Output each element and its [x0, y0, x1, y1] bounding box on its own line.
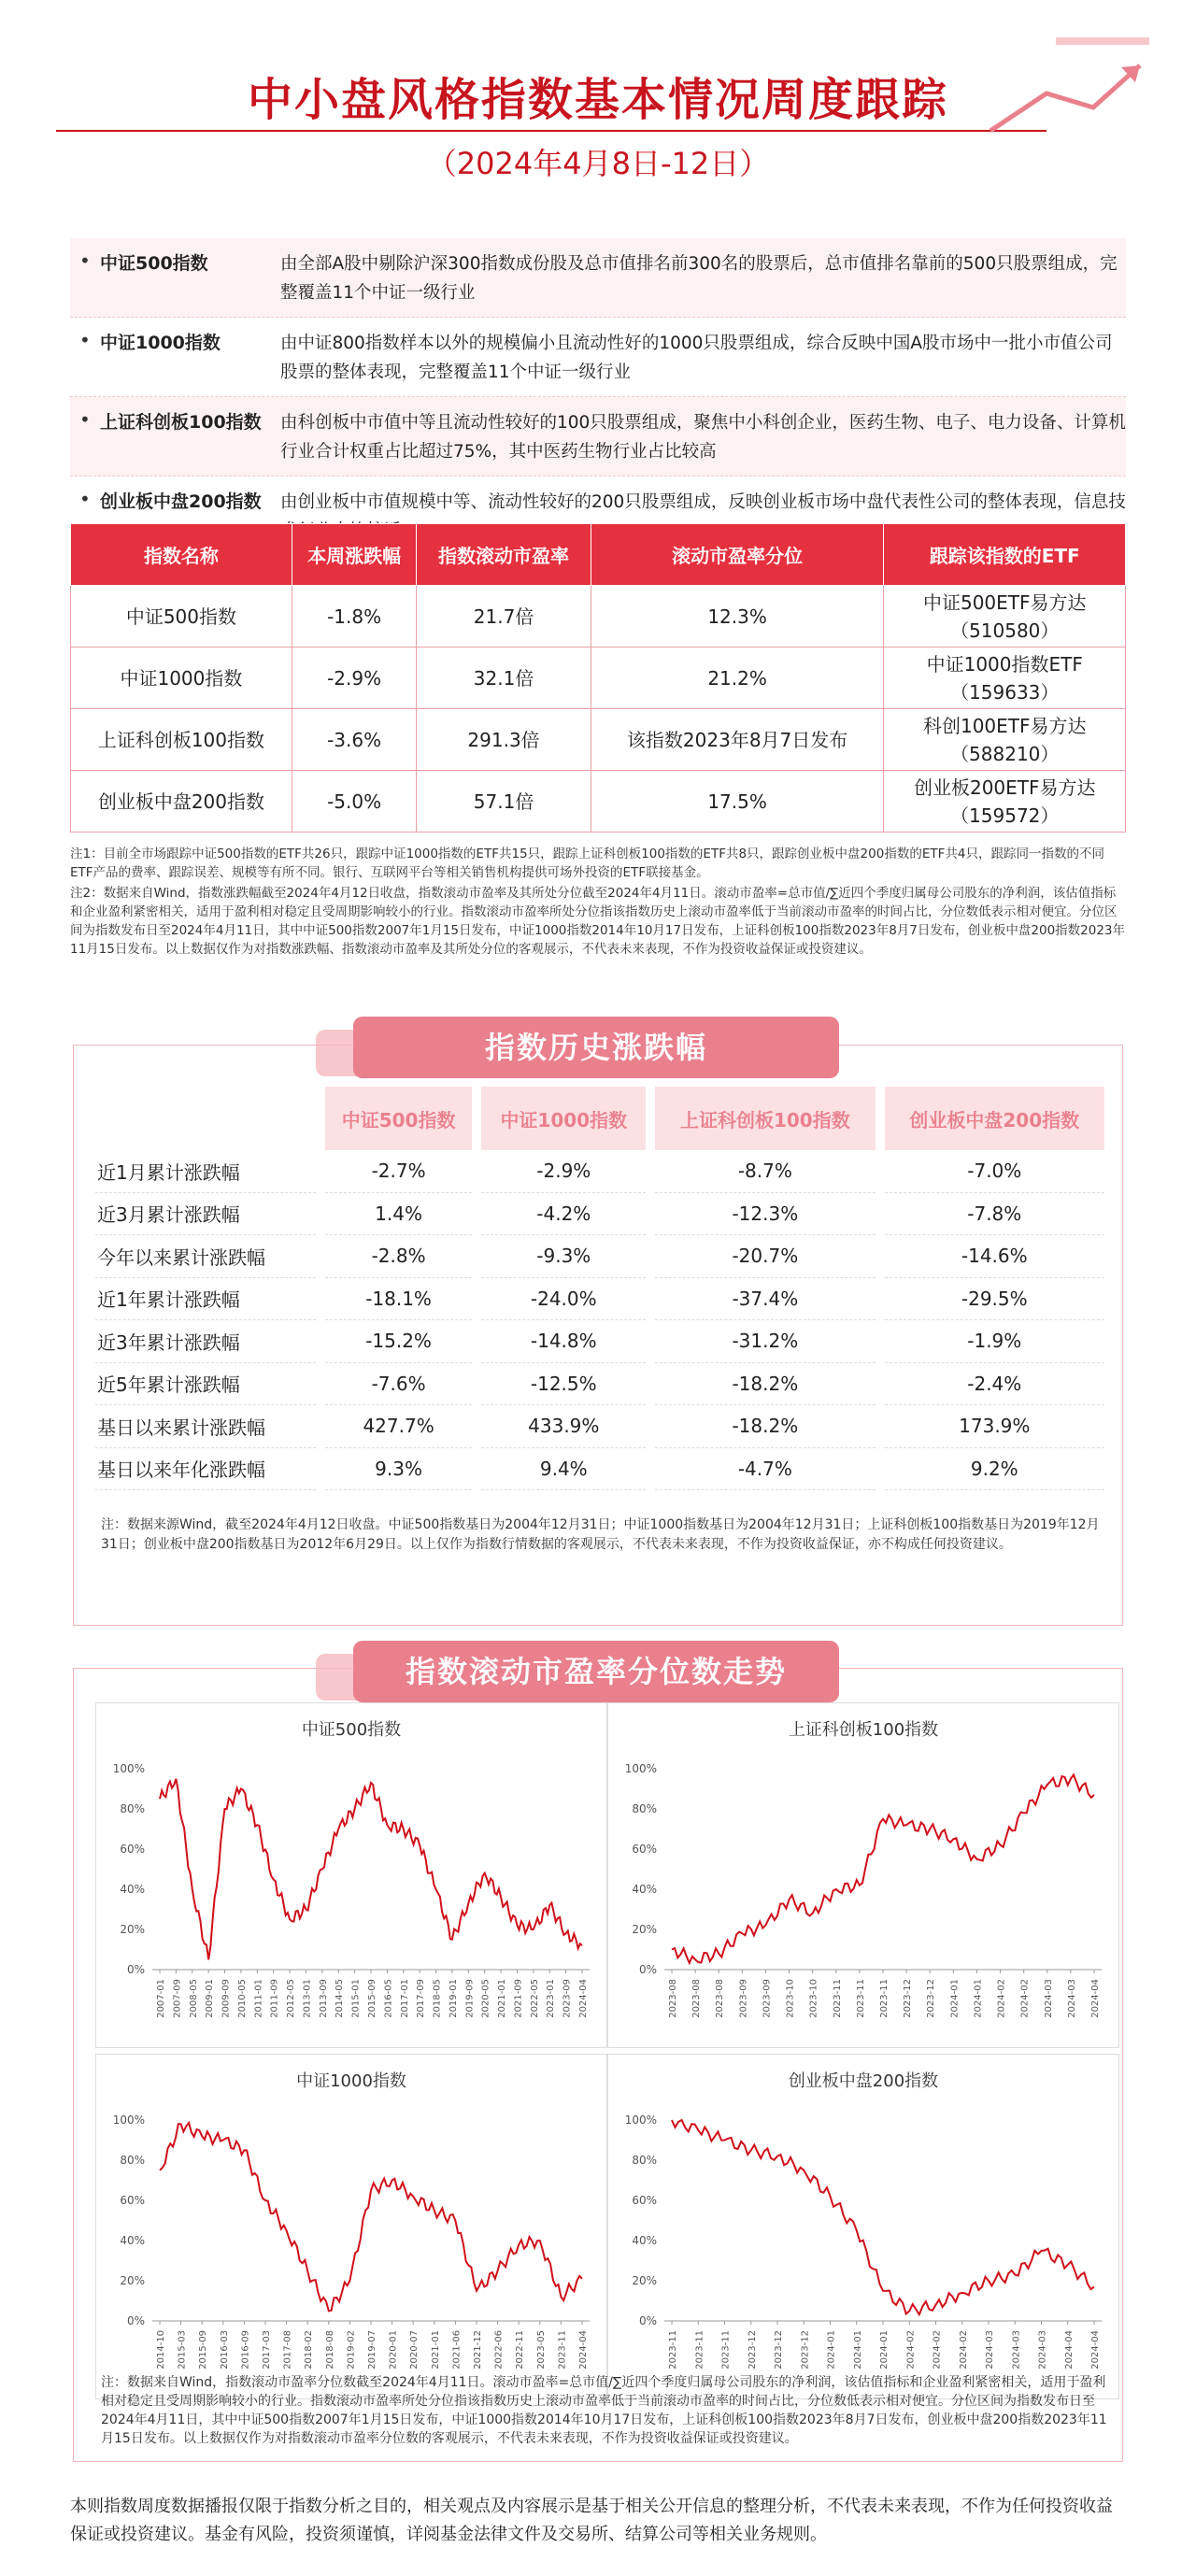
etf-fund-name: 中证1000指数ETF — [926, 652, 1083, 676]
bullet-icon: • — [79, 329, 91, 351]
chart-title: 创业板中盘200指数 — [788, 2071, 939, 2091]
x-tick-label: 2024-01 — [826, 2330, 837, 2370]
index-intro-list — [70, 238, 1126, 556]
history-cell: -18.2% — [655, 1405, 875, 1448]
intro-index-desc: 由中证800指数样本以外的规模偏小且流动性好的1000只股票组成，综合反映中国A股市场中一批小市值公司股票的整体表现，完整覆盖11个中证一级行业 — [280, 334, 1113, 382]
etf-table — [70, 523, 1126, 833]
x-tick-label: 2024-02 — [1019, 1979, 1031, 2018]
x-tick-label: 2023-11 — [832, 1979, 843, 2018]
y-tick-label: 80% — [632, 2154, 657, 2167]
y-tick-label: 20% — [120, 2274, 145, 2287]
intro-index-desc: 由科创板中市值中等且流动性较好的100只股票组成，聚焦中小科创企业，医药生物、电子、电力设备、计算机行业合计权重占比超过75%，其中医药生物行业占比较高 — [280, 413, 1126, 462]
history-cell: -4.2% — [481, 1193, 646, 1236]
history-cell: -4.7% — [655, 1448, 875, 1491]
history-cell: -31.2% — [655, 1320, 875, 1363]
pe-chart-svg — [608, 1703, 1118, 2047]
x-tick-label: 2024-01 — [879, 2330, 890, 2370]
pe-chart-panel — [95, 2054, 607, 2399]
x-tick-label: 2023-01 — [546, 1979, 557, 2018]
x-tick-label: 2014-10 — [156, 2330, 166, 2370]
history-header: 创业板中盘200指数 — [885, 1087, 1104, 1150]
x-tick-label: 2012-05 — [286, 1979, 297, 2018]
x-tick-label: 2016-03 — [219, 2330, 230, 2370]
etf-fund-code: （588210） — [950, 742, 1060, 765]
x-tick-label: 2023-11 — [855, 1979, 866, 2018]
x-tick-label: 2023-08 — [691, 1979, 703, 2018]
history-cell: -7.6% — [325, 1363, 473, 1406]
table-row — [95, 1320, 1104, 1363]
history-cell: -1.9% — [885, 1320, 1104, 1363]
table-row — [71, 771, 1126, 833]
x-tick-label: 2009-09 — [221, 1979, 232, 2018]
pe-percentile-line — [672, 2120, 1094, 2314]
intro-index-desc: 由全部A股中剔除沪深300指数成份股及总市值排名前300名的股票后，总市值排名靠前的500只股票组成，完整覆盖11个中证一级行业 — [280, 254, 1118, 303]
etf-cell-pe: 57.1倍 — [417, 771, 591, 833]
x-tick-label: 2023-12 — [774, 2330, 784, 2370]
bullet-icon: • — [79, 408, 91, 431]
x-tick-label: 2013-01 — [302, 1979, 313, 2018]
pe-chart-panel — [607, 2054, 1119, 2399]
x-tick-label: 2017-01 — [399, 1979, 410, 2018]
note-1: 注1：目前全市场跟踪中证500指数的ETF共26只，跟踪中证1000指数的ETF共15只，跟踪上证科创板100指数的ETF共8只，跟踪创业板中盘200指数的ETF共4只，跟踪同一指数的不同ETF产品的费率、跟踪误差、规模等有所不同。银行、互联网平台等相关销售机构提供可场外投资的ETF联接基金。 — [70, 847, 1104, 880]
x-tick-label: 2023-11 — [879, 1979, 890, 2018]
x-tick-label: 2024-03 — [1037, 2330, 1048, 2370]
intro-index-name: 创业板中盘200指数 — [100, 491, 262, 512]
x-tick-label: 2024-02 — [958, 2330, 969, 2370]
etf-cell-name: 中证500指数 — [71, 586, 292, 648]
table-row — [95, 1405, 1104, 1448]
y-tick-label: 0% — [126, 2314, 145, 2327]
y-tick-label: 100% — [112, 1762, 145, 1775]
table-row — [95, 1150, 1104, 1193]
history-banner: 指数历史涨跌幅 — [353, 1017, 839, 1078]
history-note: 注：数据来源Wind，截至2024年4月12日收盘。中证500指数基日为2004年12月31日；中证1000指数基日为2004年12月31日；上证科创板100指数基日为2019年12月31日；创业板中盘200指数基日为2012年6月29日。以上仅作为指数行情数据的客观展示，不代表未来表现，不作为投资收益保证，亦不构成任何投资建议。 — [101, 1517, 1100, 1552]
y-tick-label: 0% — [638, 1963, 657, 1976]
history-row-label: 近1月累计涨跌幅 — [95, 1150, 316, 1193]
x-tick-label: 2007-09 — [172, 1979, 183, 2018]
x-tick-label: 2024-02 — [905, 2330, 917, 2370]
y-tick-label: 80% — [120, 1802, 145, 1815]
x-tick-label: 2016-05 — [383, 1979, 394, 2018]
history-table — [86, 1087, 1114, 1490]
etf-table-header: 指数名称 — [71, 524, 292, 586]
x-tick-label: 2023-10 — [785, 1979, 796, 2018]
x-tick-label: 2024-04 — [578, 1979, 589, 2018]
history-cell: -29.5% — [885, 1278, 1104, 1321]
x-tick-label: 2017-09 — [416, 1979, 427, 2018]
x-tick-label: 2013-09 — [318, 1979, 329, 2018]
pe-chart-svg — [96, 1703, 606, 2047]
etf-cell-pe: 291.3倍 — [417, 709, 591, 771]
x-tick-label: 2020-01 — [388, 2330, 399, 2370]
y-tick-label: 60% — [632, 1843, 657, 1856]
history-cell: -2.7% — [325, 1150, 473, 1193]
etf-table-header: 本周涨跌幅 — [292, 524, 417, 586]
x-tick-label: 2024-04 — [578, 2330, 589, 2370]
x-tick-label: 2007-01 — [156, 1979, 166, 2018]
etf-cell-chg: -2.9% — [292, 648, 417, 709]
y-tick-label: 60% — [120, 1843, 145, 1856]
pe-chart-svg — [608, 2055, 1118, 2398]
x-tick-label: 2023-05 — [535, 2330, 547, 2370]
bullet-icon: • — [79, 249, 91, 272]
history-cell: 173.9% — [885, 1405, 1104, 1448]
chart-title: 上证科创板100指数 — [788, 1720, 939, 1740]
etf-cell-pe: 21.7倍 — [417, 586, 591, 648]
x-tick-label: 2010-05 — [236, 1979, 248, 2018]
x-tick-label: 2021-12 — [473, 2330, 483, 2370]
etf-fund-code: （159633） — [950, 680, 1060, 704]
etf-fund-name: 创业板200ETF易方达 — [913, 776, 1096, 799]
x-tick-label: 2023-12 — [747, 2330, 758, 2370]
y-tick-label: 100% — [624, 1762, 657, 1775]
x-tick-label: 2024-04 — [1063, 2330, 1075, 2370]
etf-cell-fund — [884, 648, 1126, 709]
pe-chart-svg — [96, 2055, 606, 2398]
table-row — [71, 648, 1126, 709]
x-tick-label: 2024-03 — [1066, 1979, 1077, 2018]
history-cell: -9.3% — [481, 1235, 646, 1278]
etf-cell-fund — [884, 709, 1126, 771]
x-tick-label: 2023-11 — [668, 2330, 678, 2370]
history-cell: -2.8% — [325, 1235, 473, 1278]
y-tick-label: 20% — [120, 1923, 145, 1936]
x-tick-label: 2015-03 — [177, 2330, 188, 2370]
pe-banner: 指数滚动市盈率分位数走势 — [353, 1641, 839, 1702]
etf-cell-fund — [884, 586, 1126, 648]
etf-cell-fund — [884, 771, 1126, 833]
x-tick-label: 2008-05 — [188, 1979, 199, 2018]
x-tick-label: 2022-05 — [529, 1979, 540, 2018]
x-tick-label: 2021-09 — [513, 1979, 524, 2018]
x-tick-label: 2023-11 — [720, 2330, 732, 2370]
x-tick-label: 2023-09 — [738, 1979, 749, 2018]
x-tick-label: 2024-03 — [985, 2330, 995, 2370]
intro-item — [70, 397, 1126, 477]
y-tick-label: 40% — [632, 2234, 657, 2247]
x-tick-label: 2021-01 — [430, 2330, 441, 2370]
x-tick-label: 2015-01 — [350, 1979, 362, 2018]
etf-cell-pct: 该指数2023年8月7日发布 — [591, 709, 884, 771]
history-cell: -24.0% — [481, 1278, 646, 1321]
intro-item — [70, 318, 1126, 397]
y-tick-label: 60% — [120, 2194, 145, 2207]
etf-fund-code: （159572） — [950, 804, 1060, 827]
etf-cell-chg: -1.8% — [292, 586, 417, 648]
x-tick-label: 2024-01 — [949, 1979, 961, 2018]
etf-table-header: 滚动市盈率分位 — [591, 524, 884, 586]
etf-fund-name: 科创100ETF易方达 — [922, 714, 1087, 737]
x-tick-label: 2023-12 — [903, 1979, 914, 2018]
header — [0, 0, 1196, 215]
history-cell: -2.4% — [885, 1363, 1104, 1406]
pe-chart-panel — [95, 1702, 607, 2048]
history-cell: -20.7% — [655, 1235, 875, 1278]
history-header: 上证科创板100指数 — [655, 1087, 875, 1150]
x-tick-label: 2011-01 — [253, 1979, 264, 2018]
y-tick-label: 80% — [120, 2154, 145, 2167]
etf-table-header: 指数滚动市盈率 — [417, 524, 591, 586]
history-cell: -14.8% — [481, 1320, 646, 1363]
etf-table-header: 跟踪该指数的ETF — [884, 524, 1126, 586]
history-row-label: 基日以来年化涨跌幅 — [95, 1448, 316, 1491]
page-title: 中小盘风格指数基本情况周度跟踪 — [247, 74, 948, 126]
x-tick-label: 2024-03 — [1011, 2330, 1022, 2370]
x-tick-label: 2018-05 — [432, 1979, 443, 2018]
x-tick-label: 2024-02 — [996, 1979, 1007, 2018]
intro-index-desc: 由创业板中市值规模中等、流动性较好的200只股票组成，反映创业板市场中盘代表性公司的整体表现，信息技 — [280, 492, 1126, 512]
table-row — [95, 1193, 1104, 1236]
table-row — [95, 1278, 1104, 1321]
x-tick-label: 2024-02 — [932, 2330, 943, 2370]
x-tick-label: 2018-02 — [304, 2330, 315, 2370]
x-tick-label: 2024-04 — [1090, 2330, 1101, 2370]
history-cell: 427.7% — [325, 1405, 473, 1448]
x-tick-label: 2023-11 — [557, 2330, 568, 2370]
etf-cell-pe: 32.1倍 — [417, 648, 591, 709]
x-tick-label: 2022-11 — [515, 2330, 526, 2370]
pe-chart-panel — [607, 1702, 1119, 2048]
x-tick-label: 2023-09 — [762, 1979, 773, 2018]
history-cell: 1.4% — [325, 1193, 473, 1236]
x-tick-label: 2024-01 — [973, 1979, 984, 2018]
y-tick-label: 100% — [624, 2113, 657, 2127]
pe-percentile-line — [160, 1779, 582, 1960]
y-tick-label: 40% — [120, 2234, 145, 2247]
x-tick-label: 2020-07 — [409, 2330, 420, 2370]
history-cell: -7.0% — [885, 1150, 1104, 1193]
etf-cell-chg: -3.6% — [292, 709, 417, 771]
table-row — [71, 586, 1126, 648]
history-cell: -18.1% — [325, 1278, 473, 1321]
history-cell: -15.2% — [325, 1320, 473, 1363]
chart-title: 中证1000指数 — [296, 2071, 406, 2091]
x-tick-label: 2023-10 — [808, 1979, 819, 2018]
y-tick-label: 60% — [632, 2194, 657, 2207]
table-row — [71, 709, 1126, 771]
y-tick-label: 0% — [126, 1963, 145, 1976]
history-cell: -37.4% — [655, 1278, 875, 1321]
y-tick-label: 20% — [632, 1923, 657, 1936]
etf-cell-name: 创业板中盘200指数 — [71, 771, 292, 833]
y-tick-label: 40% — [120, 1883, 145, 1896]
x-tick-label: 2014-05 — [335, 1979, 346, 2018]
y-tick-label: 40% — [632, 1883, 657, 1896]
intro-index-name: 中证500指数 — [100, 253, 208, 274]
x-tick-label: 2023-12 — [926, 1979, 937, 2018]
history-cell: -8.7% — [655, 1150, 875, 1193]
x-tick-label: 2019-07 — [367, 2330, 377, 2370]
x-tick-label: 2017-08 — [282, 2330, 293, 2370]
table-row — [95, 1235, 1104, 1278]
bullet-icon: • — [79, 488, 91, 510]
x-tick-label: 2024-03 — [1043, 1979, 1054, 2018]
etf-cell-name: 上证科创板100指数 — [71, 709, 292, 771]
pe-percentile-line — [160, 2123, 582, 2311]
x-tick-label: 2019-01 — [448, 1979, 459, 2018]
history-cell: -12.5% — [481, 1363, 646, 1406]
pe-percentile-line — [672, 1775, 1094, 1963]
x-tick-label: 2023-12 — [800, 2330, 811, 2370]
etf-fund-name: 中证500ETF易方达 — [922, 591, 1087, 614]
history-row-label: 近3月累计涨跌幅 — [95, 1193, 316, 1236]
etf-cell-name: 中证1000指数 — [71, 648, 292, 709]
history-row-label: 近3年累计涨跌幅 — [95, 1320, 316, 1363]
history-cell: 433.9% — [481, 1405, 646, 1448]
history-row-label: 今年以来累计涨跌幅 — [95, 1235, 316, 1278]
x-tick-label: 2011-09 — [269, 1979, 280, 2018]
history-cell: -7.8% — [885, 1193, 1104, 1236]
history-cell: 9.3% — [325, 1448, 473, 1491]
history-row-label: 近1年累计涨跌幅 — [95, 1278, 316, 1321]
table-row — [95, 1363, 1104, 1406]
history-cell: 9.2% — [885, 1448, 1104, 1491]
x-tick-label: 2024-04 — [1090, 1979, 1101, 2018]
x-tick-label: 2021-06 — [451, 2330, 463, 2370]
x-tick-label: 2017-03 — [262, 2330, 272, 2370]
pe-note: 注：数据来自Wind，指数滚动市盈率分位数截至2024年4月11日。滚动市盈率=总市值/∑近四个季度归属母公司股东的净利润，该估值指标和企业盈利紧密相关，适用于盈利相对稳定且受周期影响较小的行业。指数滚动市盈率所处分位指该指数历史上滚动市盈率低于当前滚动市盈率的时间占比，分位数低表示相对便宜。分位区间为指数发布日至2024年4月11日，其中中证500指数2007年1月15日发布，中证1000指数2014年10月17日发布，上证科创板100指数2023年8月7日发布，创业板中盘200指数2023年11月15日发布。以上数据仅作为对指数滚动市盈率分位数的客观展示，不代表未来表现，不作为投资收益保证或投资建议。 — [101, 2375, 1107, 2446]
history-row-label: 近5年累计涨跌幅 — [95, 1363, 316, 1406]
etf-cell-pct: 12.3% — [591, 586, 884, 648]
x-tick-label: 2023-09 — [562, 1979, 573, 2018]
history-row-label: 基日以来累计涨跌幅 — [95, 1405, 316, 1448]
disclaimer-footer: 本则指数周度数据播报仅限于指数分析之目的，相关观点及内容展示是基于相关公开信息的整理分析，不代表未来表现，不作为任何投资收益保证或投资建议。基金有风险，投资须谨慎，详阅基金法律文件及交易所、结算公司等相关业务规则。 — [70, 2497, 1113, 2544]
intro-item — [70, 238, 1126, 318]
x-tick-label: 2023-11 — [694, 2330, 705, 2370]
history-header: 中证500指数 — [325, 1087, 473, 1150]
etf-cell-pct: 21.2% — [591, 648, 884, 709]
history-header — [95, 1087, 316, 1150]
etf-cell-chg: -5.0% — [292, 771, 417, 833]
x-tick-label: 2024-01 — [852, 2330, 863, 2370]
note-2: 注2：数据来自Wind，指数涨跌幅截至2024年4月12日收盘，指数滚动市盈率及其所处分位截至2024年4月11日。滚动市盈率=总市值/∑近四个季度归属母公司股东的净利润，该估值指标和企业盈利紧密相关，适用于盈利相对稳定且受周期影响较小的行业。指数滚动市盈率所处分位指该指数历史上滚动市盈率低于当前滚动市盈率的时间占比，分位数低表示相对便宜。分位区间为指数发布日至2024年4月11日，其中中证500指数2007年1月15日发布，中证1000指数2014年10月17日发布，上证科创板100指数2023年8月7日发布，创业板中盘200指数2023年11月15日发布。以上数据仅作为对指数涨跌幅、指数滚动市盈率及其所处分位的客观展示，不代表未来表现，不作为投资收益保证或投资建议。 — [70, 886, 1126, 957]
table-row — [95, 1448, 1104, 1491]
x-tick-label: 2019-02 — [346, 2330, 357, 2370]
etf-cell-pct: 17.5% — [591, 771, 884, 833]
x-tick-label: 2018-08 — [324, 2330, 335, 2370]
x-tick-label: 2022-06 — [493, 2330, 505, 2370]
intro-index-name: 上证科创板100指数 — [100, 412, 262, 433]
x-tick-label: 2023-08 — [715, 1979, 726, 2018]
x-tick-label: 2015-09 — [198, 2330, 209, 2370]
history-header: 中证1000指数 — [481, 1087, 646, 1150]
y-tick-label: 80% — [632, 1802, 657, 1815]
x-tick-label: 2019-09 — [464, 1979, 476, 2018]
history-cell: 9.4% — [481, 1448, 646, 1491]
x-tick-label: 2016-09 — [240, 2330, 251, 2370]
history-cell: -18.2% — [655, 1363, 875, 1406]
history-cell: -12.3% — [655, 1193, 875, 1236]
intro-index-name: 中证1000指数 — [100, 333, 221, 353]
y-tick-label: 20% — [632, 2274, 657, 2287]
x-tick-label: 2020-05 — [480, 1979, 491, 2018]
chart-title: 中证500指数 — [301, 1720, 402, 1740]
x-tick-label: 2015-09 — [367, 1979, 377, 2018]
y-tick-label: 0% — [638, 2314, 657, 2327]
x-tick-label: 2021-01 — [497, 1979, 508, 2018]
x-tick-label: 2009-01 — [205, 1979, 216, 2018]
etf-fund-code: （510580） — [950, 619, 1060, 642]
x-tick-label: 2023-08 — [668, 1979, 678, 2018]
page-subtitle: （2024年4月8日-12日） — [426, 146, 770, 181]
y-tick-label: 100% — [112, 2113, 145, 2127]
history-cell: -14.6% — [885, 1235, 1104, 1278]
history-cell: -2.9% — [481, 1150, 646, 1193]
